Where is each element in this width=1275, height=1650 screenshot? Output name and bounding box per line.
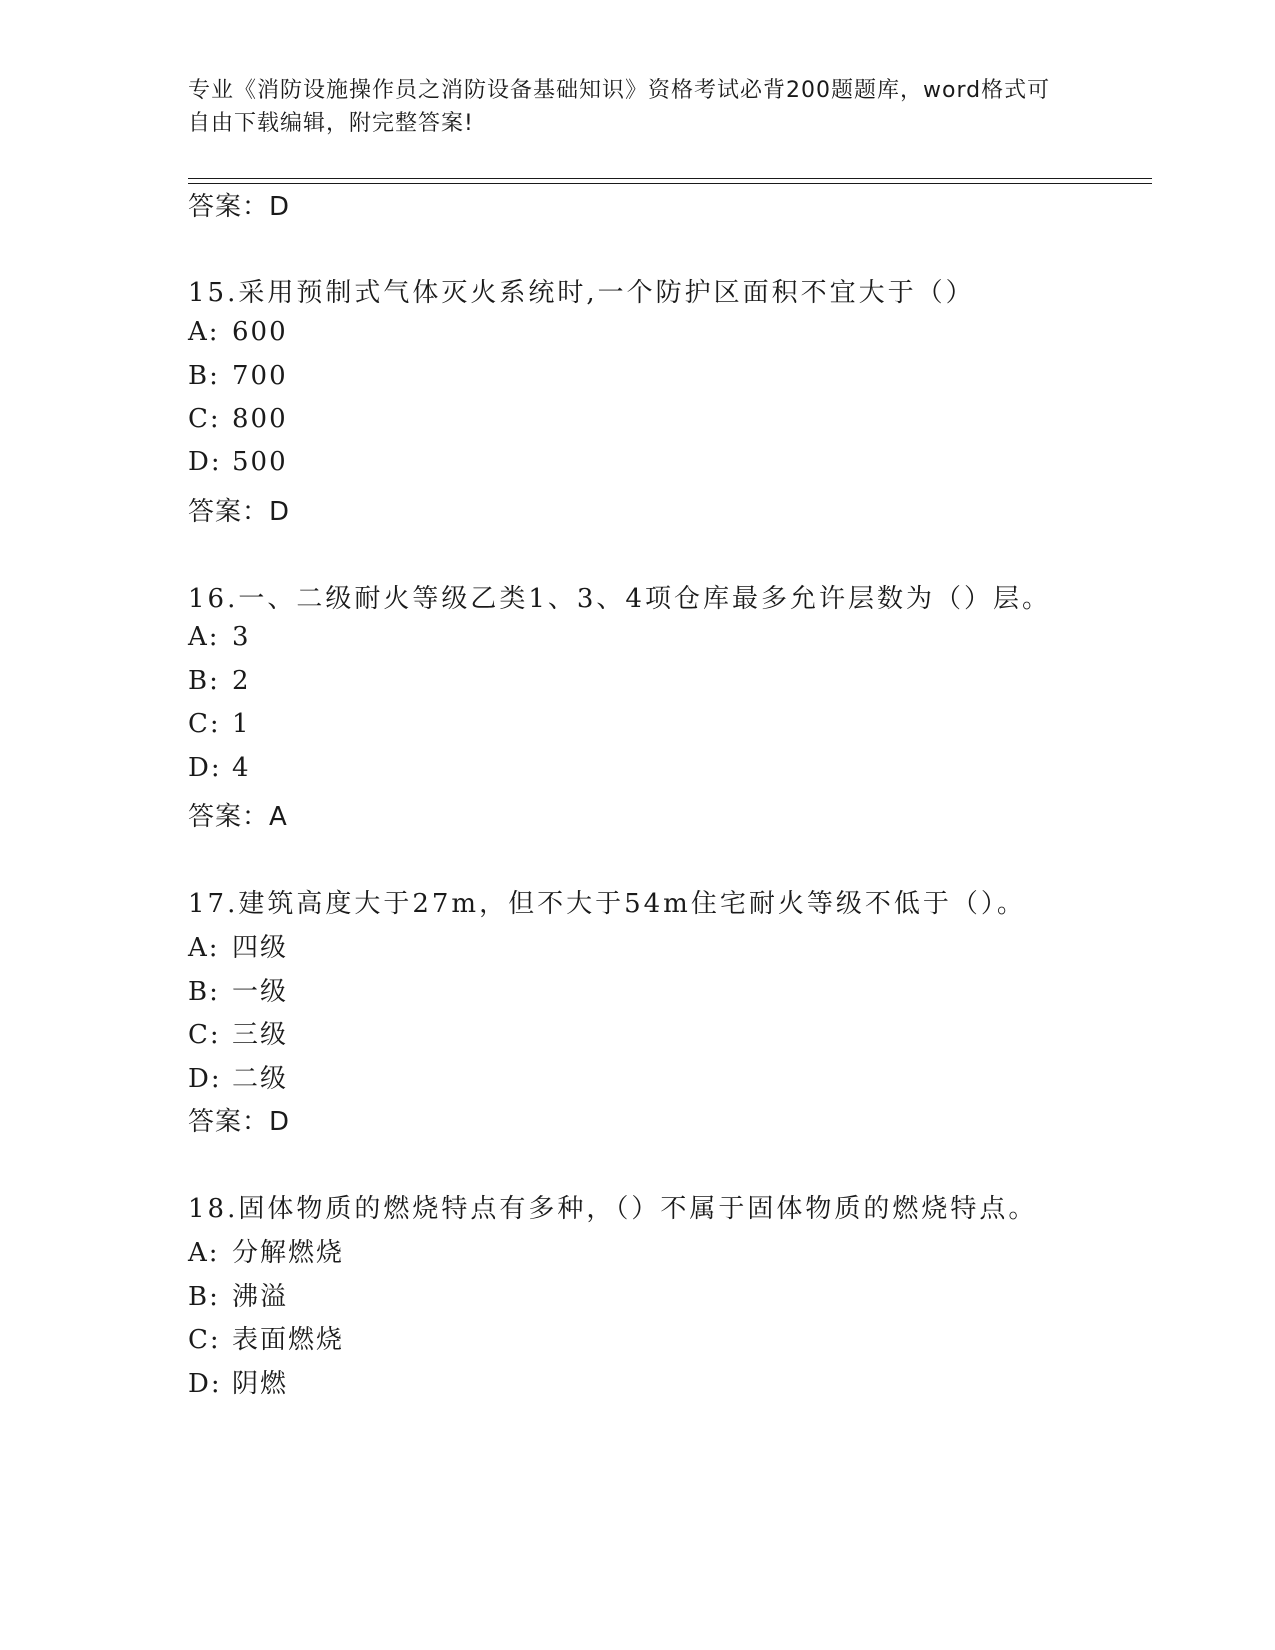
question-18-option-a xyxy=(188,1232,344,1269)
question-18-option-c xyxy=(188,1319,344,1356)
previous-answer: 答案：D xyxy=(188,192,291,222)
question-15-answer: 答案：D xyxy=(188,497,291,527)
option-key: D: xyxy=(188,1369,222,1399)
option-key: C: xyxy=(188,1020,221,1050)
option-key: D: xyxy=(188,447,222,477)
question-15-option-b xyxy=(188,361,288,391)
option-key: C: xyxy=(188,709,221,739)
question-17-option-a xyxy=(188,927,288,964)
document-header: 专业《消防设施操作员之消防设备基础知识》资格考试必背200题题库，word格式可自由下载编辑，附完整答案! xyxy=(188,78,1051,136)
option-key: B: xyxy=(188,1282,220,1312)
option-key: A: xyxy=(188,317,220,347)
option-key: D: xyxy=(188,1064,222,1094)
option-key: A: xyxy=(188,622,220,652)
question-15-option-d xyxy=(188,447,288,477)
question-16-answer: 答案：A xyxy=(188,802,288,832)
option-text: 阴燃 xyxy=(232,1369,289,1399)
question-15-option-a xyxy=(188,317,288,347)
header-divider-bottom xyxy=(188,183,1152,184)
option-key: B: xyxy=(188,977,220,1007)
question-16-stem: 16.一、二级耐火等级乙类1、3、4项仓库最多允许层数为（）层。 xyxy=(188,584,1051,614)
option-text: 四级 xyxy=(232,933,289,963)
question-16-option-a xyxy=(188,622,251,652)
option-text: 2 xyxy=(232,666,251,696)
question-17-answer: 答案：D xyxy=(188,1107,291,1137)
option-text: 4 xyxy=(232,753,251,783)
question-17-option-b xyxy=(188,971,288,1008)
question-16-option-c xyxy=(188,709,251,739)
option-key: B: xyxy=(188,361,220,391)
question-17-stem: 17.建筑高度大于27m，但不大于54m住宅耐火等级不低于（）。 xyxy=(188,889,1026,919)
option-text: 沸溢 xyxy=(232,1282,289,1312)
option-text: 三级 xyxy=(232,1020,289,1050)
question-18-option-d xyxy=(188,1363,288,1400)
option-text: 1 xyxy=(232,709,251,739)
option-text: 3 xyxy=(232,622,251,652)
option-text: 700 xyxy=(232,361,288,391)
option-text: 分解燃烧 xyxy=(232,1238,345,1268)
option-text: 800 xyxy=(232,404,288,434)
question-17-option-c xyxy=(188,1014,288,1051)
question-15-option-c xyxy=(188,404,288,434)
option-text: 一级 xyxy=(232,977,289,1007)
question-18-option-b xyxy=(188,1276,288,1313)
option-key: A: xyxy=(188,933,220,963)
header-divider-top xyxy=(188,178,1152,179)
option-key: C: xyxy=(188,1325,221,1355)
option-text: 600 xyxy=(232,317,288,347)
option-key: D: xyxy=(188,753,222,783)
question-16-option-d xyxy=(188,753,251,783)
option-text: 500 xyxy=(232,447,288,477)
option-text: 二级 xyxy=(232,1064,289,1094)
question-18-stem: 18.固体物质的燃烧特点有多种，（）不属于固体物质的燃烧特点。 xyxy=(188,1194,1038,1224)
question-15-stem: 15.采用预制式气体灭火系统时,一个防护区面积不宜大于（） xyxy=(188,278,975,308)
question-16-option-b xyxy=(188,666,251,696)
option-key: B: xyxy=(188,666,220,696)
option-key: C: xyxy=(188,404,221,434)
option-text: 表面燃烧 xyxy=(232,1325,345,1355)
option-key: A: xyxy=(188,1238,220,1268)
question-17-option-d xyxy=(188,1058,288,1095)
